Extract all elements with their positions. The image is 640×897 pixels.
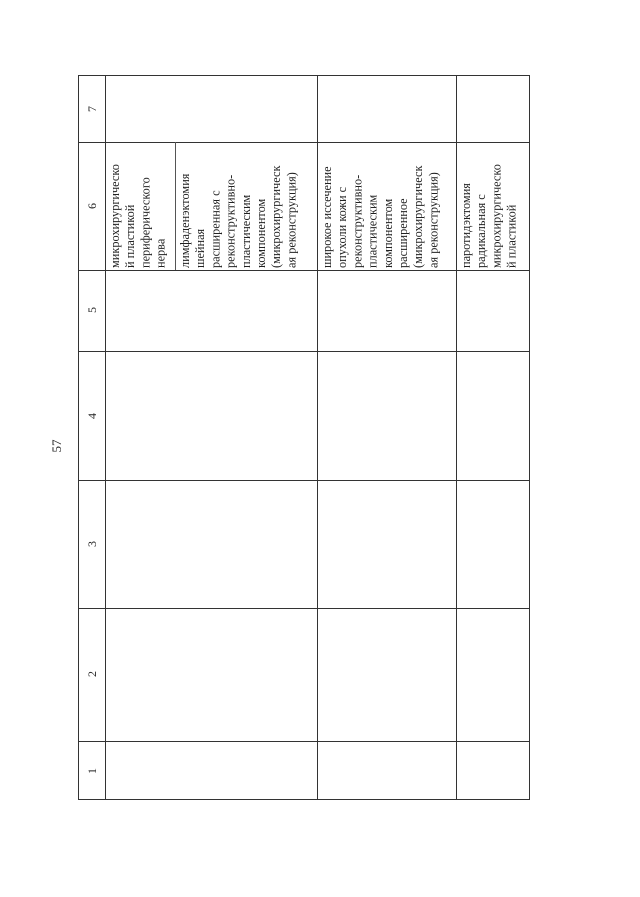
cell-text-line: расширенное [396, 198, 411, 268]
cell-text-line: лимфаденэктомия [178, 173, 192, 268]
cell-row3-col6 [318, 143, 456, 270]
cell-text-line: й пластикой [504, 204, 519, 268]
column-header-2: 2 [85, 671, 99, 677]
cell-text-line: широкое иссечение [320, 166, 334, 268]
cell-row2-col6 [176, 143, 317, 270]
column-header-7: 7 [85, 106, 99, 112]
cell-text-line: радикальная с [474, 194, 489, 268]
column-header-5: 5 [85, 307, 99, 313]
cell-row4-col6 [457, 143, 530, 270]
column-header-3: 3 [85, 541, 99, 547]
cell-text-line: расширенная с [208, 190, 223, 268]
cell-text-line: пластическим [365, 194, 380, 268]
data-table [78, 75, 530, 800]
column-separator [79, 608, 529, 609]
cell-text-line: компонентом [380, 198, 395, 268]
cell-text-line: паротидэктомия [459, 183, 473, 268]
page-number: 57 [49, 439, 64, 453]
column-header-4: 4 [85, 413, 99, 419]
cell-text-line: шейная [193, 228, 208, 268]
column-separator [79, 351, 529, 352]
cell-text-line: ая реконструкция) [284, 172, 299, 268]
column-header-1: 1 [85, 768, 99, 774]
column-header-6: 6 [85, 203, 99, 209]
cell-text-line: компонентом [254, 198, 269, 268]
column-separator [79, 480, 529, 481]
cell-row1-col6 [106, 143, 175, 270]
cell-text-line: (микрохирургическ [269, 165, 284, 268]
cell-text-line: периферического [138, 177, 153, 268]
cell-text-line: реконструктивно- [350, 174, 365, 268]
cell-text-line: пластическим [238, 194, 253, 268]
cell-text-line: опухоли кожи с [335, 186, 350, 268]
cell-text-line: нерва [153, 238, 168, 268]
cell-text-line: й пластикой [123, 204, 138, 268]
cell-text-line: ая реконструкция) [426, 172, 441, 268]
column-separator [79, 270, 529, 271]
cell-text-line: реконструктивно- [223, 174, 238, 268]
column-separator [79, 741, 529, 742]
cell-text-line: (микрохирургическ [411, 165, 426, 268]
cell-text-line: микрохирургическо [108, 164, 122, 268]
cell-text-line: микрохирургическо [489, 164, 504, 268]
